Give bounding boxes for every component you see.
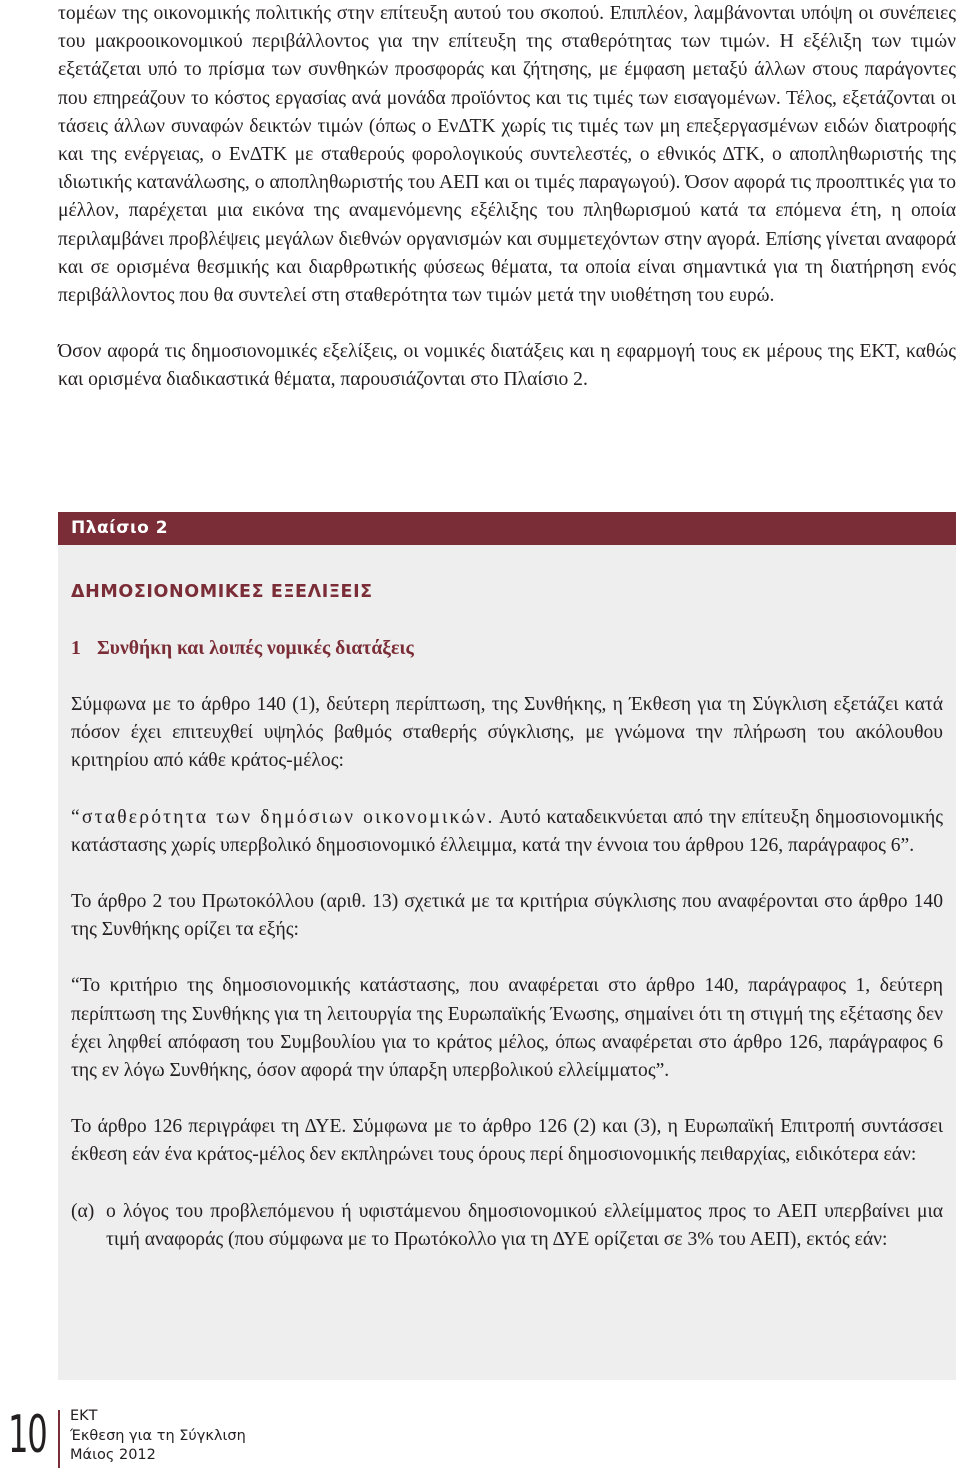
section-number: 1: [71, 638, 81, 659]
list-item-a-text: ο λόγος του προβλεπόμενου ή υφιστάμενου δημοσιονομικού ελλείμματος προς το ΑΕΠ υπερβαίνει μια τιμή αναφοράς (που σύμφωνα με το Πρωτόκολλο για τη ΔΥΕ ορίζεται σε 3% του ΑΕΠ), εκτός εάν:: [106, 1200, 943, 1250]
list-item-a: [71, 1198, 943, 1254]
footer-line-1: ΕΚΤ: [70, 1408, 98, 1424]
box-quote-2: “Το κριτήριο της δημοσιονομικής κατάστασης, που αναφέρεται στο άρθρο 140, παράγραφος 1, δεύτερη περίπτωση της Συνθήκης για τη λειτουργία της Ευρωπαϊκής Ένωσης, σημαίνει ότι τη στιγμή της εξέτασης δεν έχει ληφθεί απόφαση του Συμβουλίου για το κράτος μέλος, όπως αναφέρεται στο άρθρο 126, παράγραφος 6 της εν λόγω Συνθήκης, όσον αφορά την ύπαρξη υπερβολικού ελλείμματος”.: [71, 975, 943, 1082]
intro-text: [58, 0, 956, 395]
box-title: ΔΗΜΟΣΙΟΝΟΜΙΚΕΣ ΕΞΕΛΙΞΕΙΣ: [71, 582, 373, 602]
footer-divider: [58, 1410, 60, 1468]
box-quote-1-rest: Αυτό καταδεικνύεται από την επίτευξη δημοσιονομικής κατάστασης χωρίς υπερβολικό δημοσιονομικό έλλειμμα, κατά την έννοια του άρθρου 126, παράγραφος 6”.: [71, 806, 943, 856]
page-number: 10: [8, 1405, 47, 1465]
box-paragraph-2: Το άρθρο 2 του Πρωτοκόλλου (αριθ. 13) σχετικά με τα κριτήρια σύγκλισης που αναφέρονται στο άρθρο 140 της Συνθήκης ορίζει τα εξής:: [71, 891, 943, 941]
box-quote-1: [71, 804, 943, 860]
intro-paragraph-1: τομέων της οικονομικής πολιτικής στην επίτευξη αυτού του σκοπού. Επιπλέον, λαμβάνονται υπόψη οι συνέπειες του μακροοικονομικού περιβάλλοντος για την επίτευξη της σταθερότητας των τιμών. Η εξέλιξη των τιμών εξετάζεται υπό το πρίσμα των συνθηκών προσφοράς και ζήτησης, με έμφαση μεταξύ άλλων στους παράγοντες που επηρεάζουν το κόστος εργασίας ανά μονάδα προϊόντος και τις τιμές των εισαγομένων. Τέλος, εξετάζονται οι τάσεις άλλων συναφών δεικτών τιμών (όπως ο ΕνΔΤΚ χωρίς τις τιμές των μη επεξεργασμένων ειδών διατροφής και της ενέργειας, ο ΕνΔΤΚ με σταθερούς φορολογικούς συντελεστές, ο εθνικός ΔΤΚ, ο αποπληθωριστής της ιδιωτικής κατανάλωσης, ο αποπληθωριστής του ΑΕΠ και οι τιμές παραγωγού). Όσον αφορά τις προοπτικές για το μέλλον, παρέχεται μια εικόνα της αναμενόμενης εξέλιξης του πληθωρισμού κατά τα επόμενα έτη, η οποία περιλαμβάνει προβλέψεις μεγάλων διεθνών οργανισμών και συμμετεχόντων στην αγορά. Επίσης γίνεται αναφορά και σε ορισμένα θεσμικής και διαρθρωτικής φύσεως θέματα, τα οποία είναι σημαντικά για τη διατήρηση ενός περιβάλλοντος που θα συντελεί στη σταθερότητα των τιμών μετά την υιοθέτηση του ευρώ.: [58, 3, 956, 307]
box-paragraph-1: Σύμφωνα με το άρθρο 140 (1), δεύτερη περίπτωση, της Συνθήκης, η Έκθεση για τη Σύγκλιση εξετάζει κατά πόσον έχει επιτευχθεί υψηλός βαθμός σταθερής σύγκλισης, με γνώμονα την πλήρωση του ακόλουθου κριτηρίου από κάθε κράτος-μέλος:: [71, 694, 943, 772]
box-header: Πλαίσιο 2: [58, 512, 956, 545]
footer-text: [70, 1407, 246, 1466]
box-content: [71, 545, 943, 1254]
intro-paragraph-2: Όσον αφορά τις δημοσιονομικές εξελίξεις, οι νομικές διατάξεις και η εφαρμογή τους εκ μέρους της ΕΚΤ, καθώς και ορισμένα διαδικαστικά θέματα, παρουσιάζονται στο Πλαίσιο 2.: [58, 341, 956, 391]
list-item-a-label: (α): [71, 1200, 95, 1222]
box-2: [58, 512, 956, 1380]
footer-line-3: Μάιος 2012: [70, 1447, 156, 1463]
box-quote-1-spaced: “σταθερότητα των δημόσιων οικονομικών.: [71, 806, 495, 828]
section-title: [71, 635, 943, 663]
box-paragraph-3: Το άρθρο 126 περιγράφει τη ΔΥΕ. Σύμφωνα με το άρθρο 126 (2) και (3), η Ευρωπαϊκή Επιτροπή συντάσσει έκθεση εάν ένα κράτος-μέλος δεν εκπληρώνει τους όρους περί δημοσιονομικής πειθαρχίας, ειδικότερα εάν:: [71, 1116, 943, 1166]
footer-line-2: Έκθεση για τη Σύγκλιση: [70, 1427, 246, 1444]
section-title-text: Συνθήκη και λοιπές νομικές διατάξεις: [97, 638, 414, 659]
